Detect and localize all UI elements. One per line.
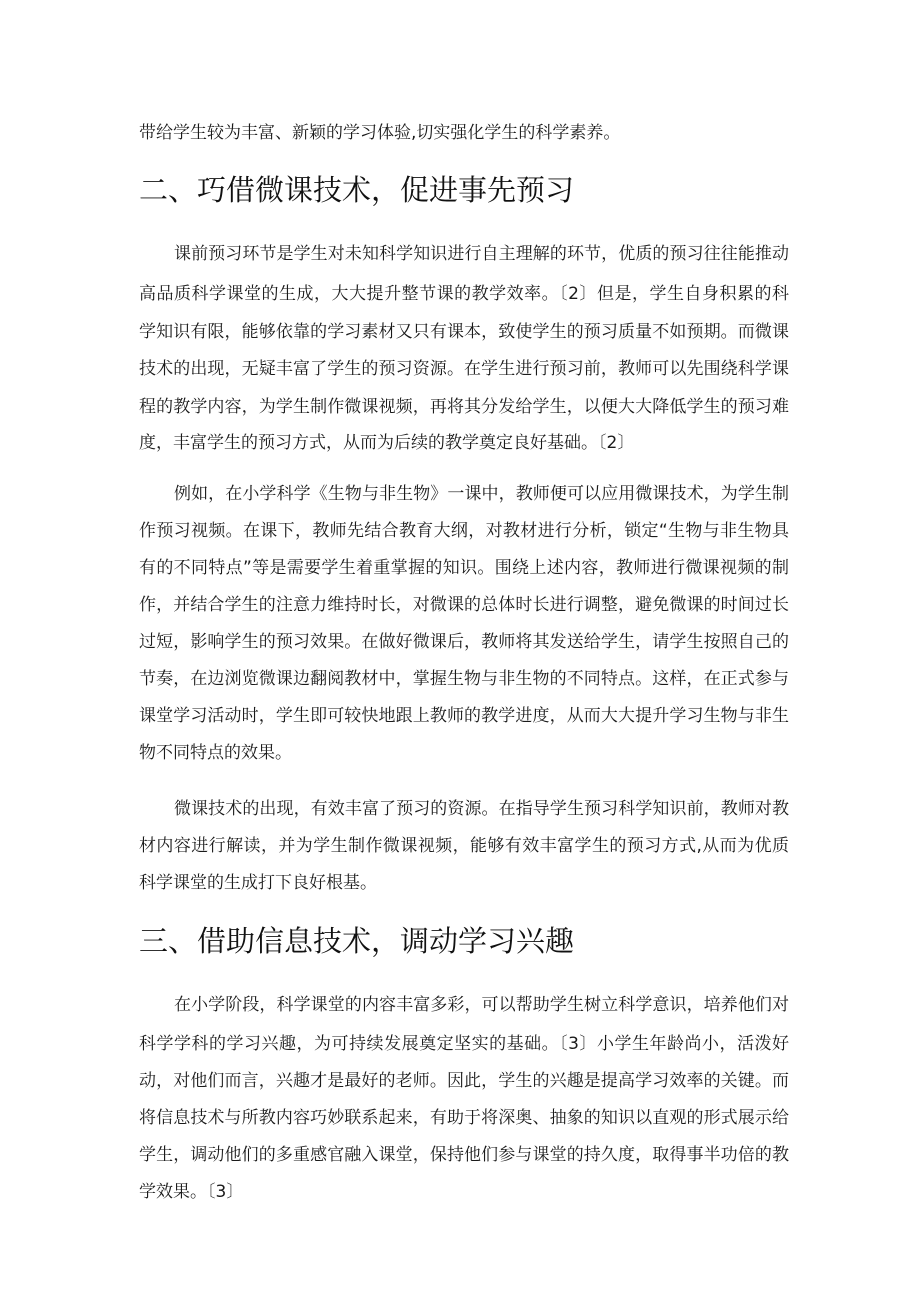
section-heading-2: 二、巧借微课技术，促进事先预习 bbox=[139, 173, 575, 207]
paragraph-line: 过短，影响学生的预习效果。在做好微课后，教师将其发送给学生，请学生按照自己的 bbox=[139, 632, 789, 652]
paragraph-line: 学知识有限，能够依靠的学习素材又只有课本，致使学生的预习质量不如预期。而微课 bbox=[139, 322, 789, 342]
paragraph-line: 学效果。〔3〕 bbox=[139, 1182, 244, 1202]
paragraph-line: 材内容进行解读，并为学生制作微课视频，能够有效丰富学生的预习方式,从而为优质 bbox=[139, 836, 789, 856]
paragraph-line: 课堂学习活动时，学生即可较快地跟上教师的教学进度，从而大大提升学习生物与非生 bbox=[139, 706, 789, 726]
paragraph-line: 学生，调动他们的多重感官融入课堂，保持他们参与课堂的持久度，取得事半功倍的教 bbox=[139, 1145, 789, 1165]
paragraph-line: 高品质科学课堂的生成，大大提升整节课的教学效率。〔2〕但是，学生自身积累的科 bbox=[139, 284, 789, 304]
paragraph-line: 科学学科的学习兴趣，为可持续发展奠定坚实的基础。〔3〕小学生年龄尚小，活泼好 bbox=[139, 1034, 789, 1054]
paragraph-line: 技术的出现，无疑丰富了学生的预习资源。在学生进行预习前，教师可以先围绕科学课 bbox=[139, 359, 789, 379]
paragraph-line: 科学课堂的生成打下良好根基。 bbox=[139, 873, 377, 893]
paragraph-line: 在小学阶段，科学课堂的内容丰富多彩，可以帮助学生树立科学意识，培养他们对 bbox=[174, 995, 789, 1015]
paragraph-line: 微课技术的出现，有效丰富了预习的资源。在指导学生预习科学知识前，教师对教 bbox=[174, 799, 789, 819]
paragraph-line: 物不同特点的效果。 bbox=[139, 743, 292, 763]
paragraph-line: 课前预习环节是学生对未知科学知识进行自主理解的环节，优质的预习往往能推动 bbox=[174, 244, 789, 264]
paragraph-line: 有的不同特点”等是需要学生着重掌握的知识。围绕上述内容，教师进行微课视频的制 bbox=[139, 558, 789, 578]
paragraph-line: 作，并结合学生的注意力维持时长，对微课的总体时长进行调整，避免微课的时间过长 bbox=[139, 595, 789, 615]
paragraph-line: 将信息技术与所教内容巧妙联系起来，有助于将深奥、抽象的知识以直观的形式展示给 bbox=[139, 1108, 789, 1128]
paragraph-line: 作预习视频。在课下，教师先结合教育大纲，对教材进行分析，锁定“生物与非生物具 bbox=[139, 521, 789, 541]
intro-line: 带给学生较为丰富、新颖的学习体验,切实强化学生的科学素养。 bbox=[139, 123, 621, 143]
paragraph-line: 例如，在小学科学《生物与非生物》一课中，教师便可以应用微课技术，为学生制 bbox=[174, 484, 789, 504]
section-heading-3: 三、借助信息技术，调动学习兴趣 bbox=[139, 924, 575, 958]
paragraph-line: 度，丰富学生的预习方式，从而为后续的教学奠定良好基础。〔2〕 bbox=[139, 433, 635, 453]
paragraph-line: 程的教学内容，为学生制作微课视频，再将其分发给学生，以便大大降低学生的预习难 bbox=[139, 397, 789, 417]
paragraph-line: 节奏，在边浏览微课边翻阅教材中，掌握生物与非生物的不同特点。这样，在正式参与 bbox=[139, 669, 789, 689]
paragraph-line: 动，对他们而言，兴趣才是最好的老师。因此，学生的兴趣是提高学习效率的关键。而 bbox=[139, 1071, 789, 1091]
